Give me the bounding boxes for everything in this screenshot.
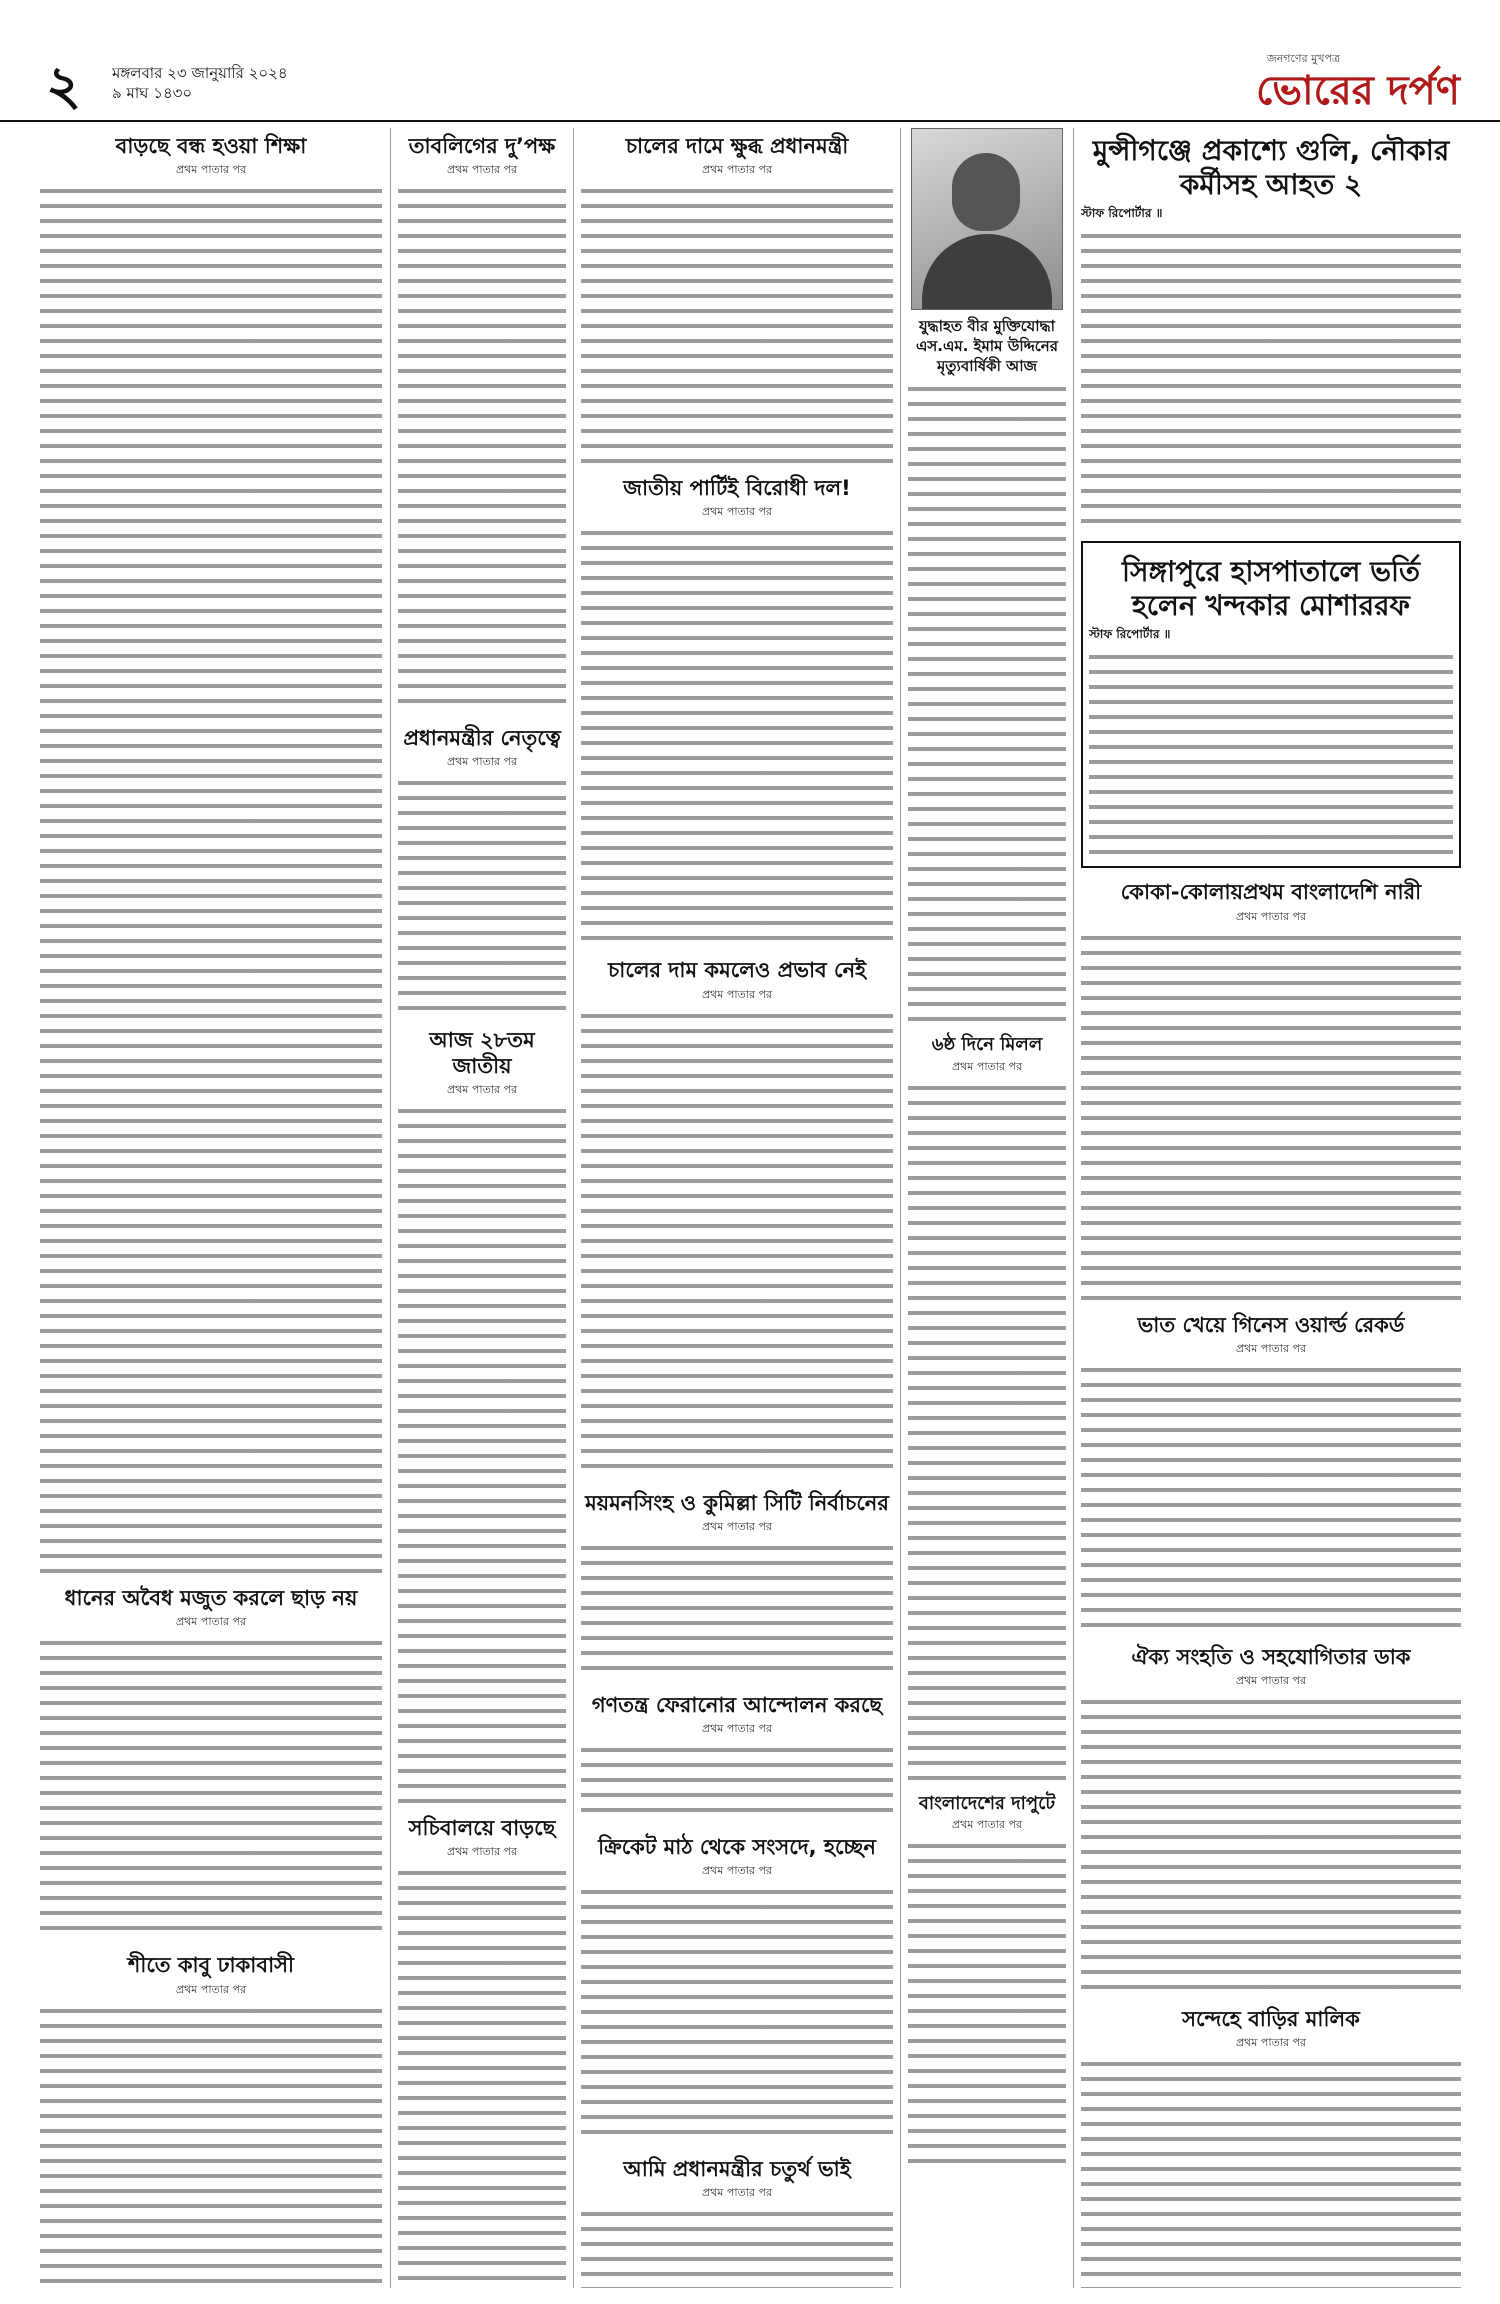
- continued-note: প্রথম পাতার পর: [701, 505, 773, 519]
- article-body: [1081, 1695, 1461, 1995]
- continued-note: প্রথম পাতার পর: [446, 1844, 518, 1858]
- continued-note: প্রথম পাতার পর: [701, 2186, 773, 2200]
- article-body: [908, 1839, 1066, 2169]
- headline: মুন্সীগঞ্জে প্রকাশ্যে গুলি, নৌকার কর্মীসহ আহত ২: [1092, 134, 1450, 201]
- column-1: [40, 128, 382, 2288]
- article-sixth-day: [908, 1034, 1066, 1781]
- article-body: [581, 526, 893, 946]
- article-body: [398, 776, 566, 1016]
- article-body: [1089, 650, 1453, 860]
- article-gonotontro: [581, 1693, 893, 1823]
- article-chal-probhab: [581, 958, 893, 1478]
- headline: চালের দামে ক্ষুব্ধ প্রধানমন্ত্রী: [625, 134, 849, 158]
- article-shikkha: [40, 134, 382, 1574]
- headline: তাবলিগের দু’পক্ষ: [408, 134, 556, 158]
- issue-date-gregorian: মঙ্গলবার ২৩ জানুয়ারি ২০২৪: [112, 64, 288, 82]
- article-singapore: [1081, 541, 1461, 868]
- headline: আমি প্রধানমন্ত্রীর চতুর্থ ভাই: [623, 2157, 851, 2182]
- article-barir-malik: [1081, 2007, 1461, 2288]
- issue-date: [112, 63, 288, 103]
- article-body: [40, 1636, 382, 1941]
- article-sheet: [40, 1953, 382, 2288]
- continued-note: প্রথম পাতার পর: [1235, 2036, 1307, 2050]
- headline: ময়মনসিংহ ও কুমিল্লা সিটি নির্বাচনের: [585, 1490, 889, 1515]
- article-oikko: [1081, 1645, 1461, 1995]
- article-jatiyo: [398, 1028, 566, 1803]
- headline: প্রধানমন্ত্রীর নেতৃত্বে: [403, 726, 561, 751]
- article-sochibaloy: [398, 1816, 566, 2288]
- article-dhan: [40, 1586, 382, 1941]
- column-2: [398, 128, 566, 2288]
- continued-note: প্রথম পাতার পর: [175, 163, 247, 177]
- article-jatiyo-party: [581, 476, 893, 946]
- headline: জাতীয় পার্টিই বিরোধী দল!: [623, 476, 851, 501]
- article-chal-pm: [581, 134, 893, 464]
- article-body: [908, 1081, 1066, 1781]
- article-tablig: [398, 134, 566, 714]
- headline: আজ ২৮তম জাতীয়: [429, 1028, 535, 1078]
- article-body: [398, 1866, 566, 2288]
- article-body: [581, 1885, 893, 2145]
- continued-note: প্রথম পাতার পর: [701, 1519, 773, 1533]
- continued-note: প্রথম পাতার পর: [446, 755, 518, 769]
- article-body: [581, 1009, 893, 1479]
- issue-date-bangla: ৯ মাঘ ১৪৩০: [112, 84, 193, 102]
- continued-note: প্রথম পাতার পর: [951, 1059, 1023, 1073]
- headline: ৬ষ্ঠ দিনে মিলল: [931, 1034, 1043, 1055]
- headline: সিঙ্গাপুরে হাসপাতালে ভর্তি হলেন খন্দকার মোশাররফ: [1122, 555, 1420, 622]
- headline: শীতে কাবু ঢাকাবাসী: [127, 1953, 295, 1978]
- headline: ক্রিকেট মাঠ থেকে সংসদে, হচ্ছেন: [598, 1834, 876, 1859]
- article-body: [1081, 229, 1461, 529]
- article-guinness: [1081, 1313, 1461, 1633]
- column-5: [908, 128, 1066, 2288]
- logo-tagline: জনগণের মুখপত্র: [1266, 52, 1340, 65]
- headline: ধানের অবৈধ মজুত করলে ছাড় নয়: [64, 1586, 358, 1611]
- continued-note: প্রথম পাতার পর: [701, 163, 773, 177]
- column-3-4: [581, 128, 893, 2288]
- headline: চালের দাম কমলেও প্রভাব নেই: [607, 958, 867, 983]
- column-rule: [1073, 128, 1074, 2288]
- article-body: [1081, 1363, 1461, 1633]
- headline: কোকা-কোলায়প্রথম বাংলাদেশি নারী: [1120, 880, 1422, 905]
- article-bangladesh: [908, 1793, 1066, 2170]
- byline: স্টাফ রিপোর্টার ॥: [1081, 206, 1163, 221]
- article-body: [40, 184, 382, 1574]
- byline: স্টাফ রিপোর্টার ॥: [1089, 627, 1171, 642]
- continued-note: প্রথম পাতার পর: [951, 1818, 1023, 1832]
- article-city-election: [581, 1491, 893, 1681]
- continued-note: প্রথম পাতার পর: [701, 1864, 773, 1878]
- article-body: [1081, 2057, 1461, 2288]
- headline: সচিবালয়ে বাড়ছে: [408, 1815, 556, 1840]
- continued-note: প্রথম পাতার পর: [1235, 1341, 1307, 1355]
- article-body: [398, 1104, 566, 1804]
- headline: সন্দেহে বাড়ির মালিক: [1182, 2006, 1360, 2031]
- continued-note: প্রথম পাতার পর: [175, 1982, 247, 1996]
- headline: গণতন্ত্র ফেরানোর আন্দোলন করছে: [591, 1692, 883, 1717]
- headline: ঐক্য সংহতি ও সহযোগিতার ডাক: [1131, 1644, 1411, 1669]
- continued-note: প্রথম পাতার পর: [701, 1721, 773, 1735]
- page-number: ২: [46, 53, 82, 117]
- article-body: [581, 1743, 893, 1823]
- column-rule: [900, 128, 901, 2288]
- photo-caption: যুদ্ধাহত বীর মুক্তিযোদ্ধা এস.এম. ইমাম উদ্দিনের মৃত্যুবার্ষিকী আজ: [915, 317, 1059, 375]
- continued-note: প্রথম পাতার পর: [1235, 909, 1307, 923]
- article-munshiganj: [1081, 134, 1461, 529]
- article-body: [581, 184, 893, 464]
- masthead: [0, 0, 1500, 122]
- article-body: [581, 1541, 893, 1681]
- logo-text: ভোরের দর্পণ: [1256, 68, 1460, 114]
- continued-note: প্রথম পাতার পর: [1235, 1673, 1307, 1687]
- article-chaturtho-bhai: [581, 2157, 893, 2288]
- article-body: [1081, 931, 1461, 1301]
- column-rule: [390, 128, 391, 2288]
- headline: ভাত খেয়ে গিনেস ওয়ার্ল্ড রেকর্ড: [1137, 1312, 1405, 1337]
- continued-note: প্রথম পাতার পর: [446, 163, 518, 177]
- article-netritte: [398, 726, 566, 1016]
- article-cricket: [581, 1835, 893, 2145]
- continued-note: প্রথম পাতার পর: [701, 987, 773, 1001]
- column-6: [1081, 128, 1461, 2288]
- continued-note: প্রথম পাতার পর: [175, 1615, 247, 1629]
- article-obituary: [908, 128, 1066, 1022]
- article-body: [40, 2004, 382, 2288]
- headline: বাড়ছে বন্ধ হওয়া শিক্ষা: [115, 134, 307, 158]
- article-body: [581, 2207, 893, 2288]
- portrait-photo: [911, 128, 1063, 310]
- article-body: [398, 184, 566, 714]
- continued-note: প্রথম পাতার পর: [446, 1082, 518, 1096]
- headline: বাংলাদেশের দাপুটে: [918, 1792, 1056, 1814]
- article-body: [908, 382, 1066, 1022]
- newspaper-logo: [1160, 50, 1460, 116]
- column-rule: [573, 128, 574, 2288]
- article-coca-cola: [1081, 880, 1461, 1300]
